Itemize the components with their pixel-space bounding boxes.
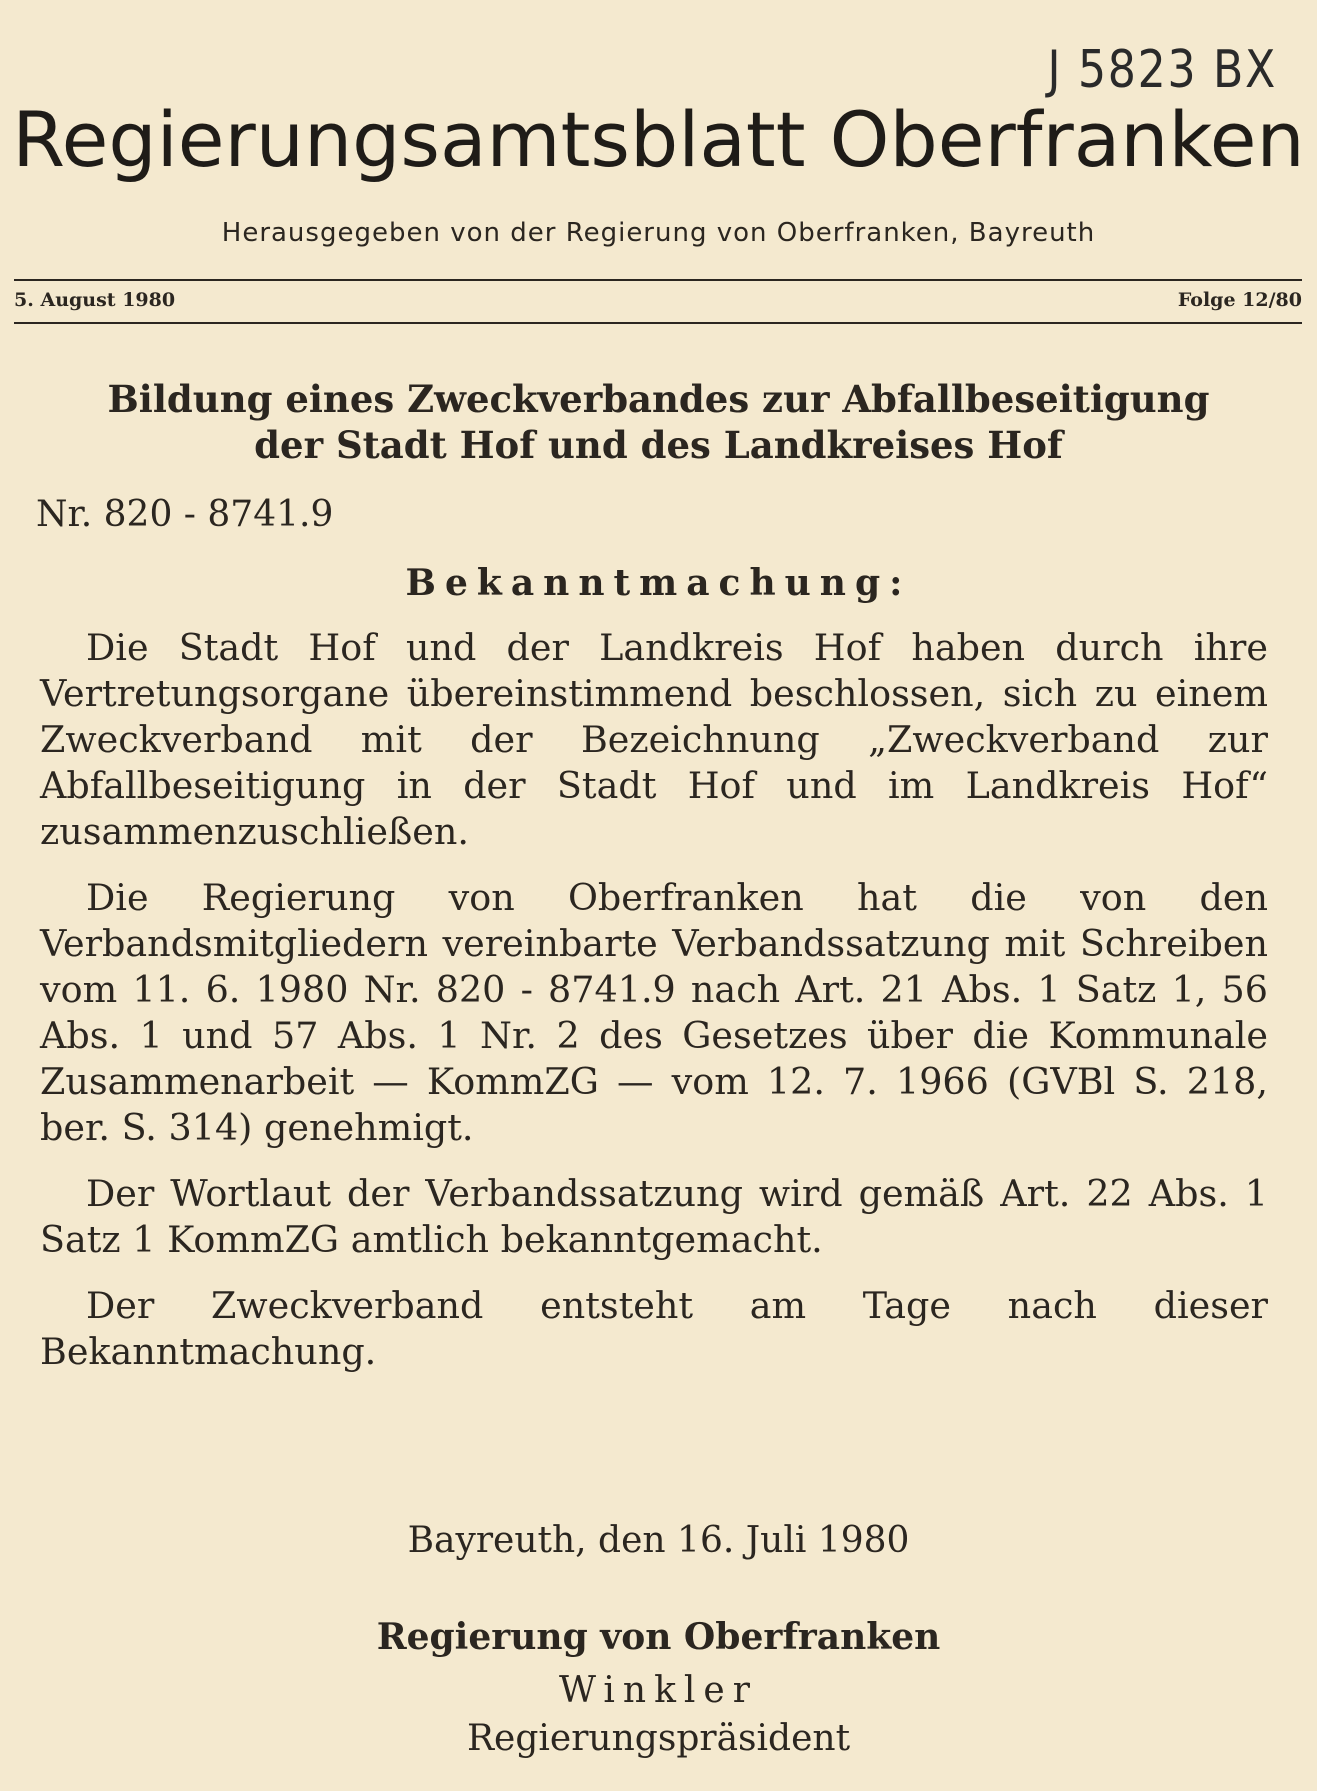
issue-number: Folge 12/80 xyxy=(1177,289,1302,311)
bottom-rule xyxy=(14,322,1302,324)
paragraph: Der Zweckverband entsteht am Tage nach dieser Bekanntmachung. xyxy=(40,1284,1268,1373)
paragraph: Der Wortlaut der Verbandssatzung wird gemäß Art. 22 Abs. 1 Satz 1 KommZG amtlich bekanntgemacht. xyxy=(40,1172,1268,1261)
dateline xyxy=(14,289,1302,311)
issue-date: 5. August 1980 xyxy=(14,289,176,311)
article-body xyxy=(40,625,1268,1395)
top-rule xyxy=(14,279,1302,281)
signer-title: Regierungspräsident xyxy=(466,1718,851,1759)
issuing-authority: Regierung von Oberfranken xyxy=(376,1616,941,1658)
reference-number: Nr. 820 - 8741.9 xyxy=(36,494,334,535)
section-title: Bekanntmachung: xyxy=(405,562,912,604)
heading-line-2: der Stadt Hof und des Landkreises Hof xyxy=(254,423,1063,467)
paragraph: Die Regierung von Oberfranken hat die von den Verbandsmitgliedern vereinbarte Verbandssatzung mit Schreiben vom 11. 6. 1980 Nr. 820 - 8741.9 nach Art. 21 Abs. 1 Satz 1, 56 Abs. 1 und 57 Abs. 1 Nr. 2 des Gesetzes über die Kommunale Zusammenarbeit — KommZG — vom 12. 7. 1966 (GVBl S. 218, ber. S. 314) genehmigt. xyxy=(40,876,1268,1149)
masthead-subtitle: Herausgegeben von der Regierung von Oberfranken, Bayreuth xyxy=(221,218,1096,248)
signer-name: Winkler xyxy=(559,1670,758,1711)
article-heading xyxy=(0,376,1317,468)
masthead-title: Regierungsamtsblatt Oberfranken xyxy=(12,95,1305,184)
place-date: Bayreuth, den 16. Juli 1980 xyxy=(407,1520,910,1561)
paragraph: Die Stadt Hof und der Landkreis Hof haben durch ihre Vertretungsorgane übereinstimmend beschlossen, sich zu einem Zweckverband mit der Bezeichnung „Zweckverband zur Abfallbeseitigung in der Stadt Hof und im Landkreis Hof“ zusammenzuschließen. xyxy=(40,626,1268,853)
handwritten-note: J 5823 BX xyxy=(1047,40,1277,100)
heading-line-1: Bildung eines Zweckverbandes zur Abfallbeseitigung xyxy=(107,377,1210,421)
